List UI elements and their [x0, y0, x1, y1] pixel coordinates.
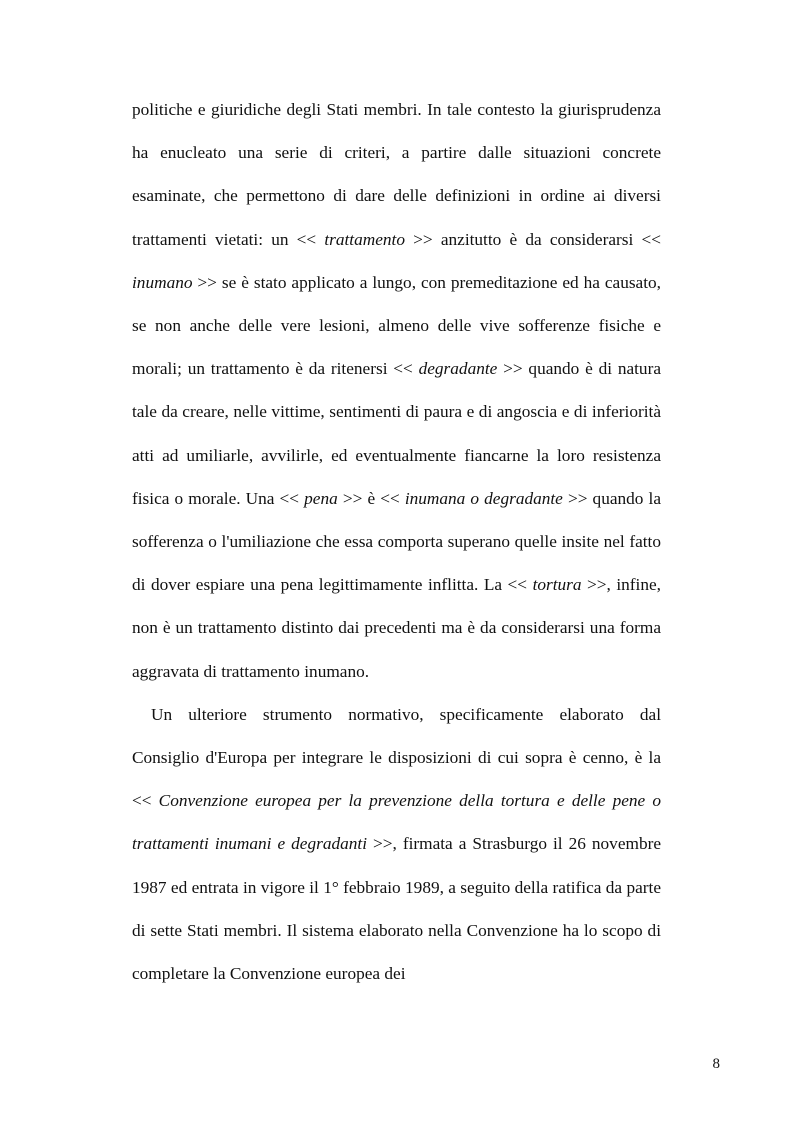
- italic-term: trattamento: [324, 229, 405, 249]
- text-run: >> quando la sofferenza o l'umiliazione che essa comporta superano quelle insite nel fatto di dover espiare una pena legittimamente inflitta. La <<: [132, 488, 661, 595]
- italic-term: degradante: [418, 359, 498, 379]
- italic-title: Convenzione europea per la prevenzione della tortura e delle pene o trattamenti inumani e degradanti: [132, 791, 661, 854]
- text-run: Un ulteriore strumento normativo, specificamente elaborato dal Consiglio d'Europa per integrare le disposizioni di cui sopra è cenno, è la <<: [132, 704, 661, 811]
- text-run: >>, infine, non è un trattamento distinto dai precedenti ma è da considerarsi una forma aggravata di trattamento inumano.: [132, 575, 661, 681]
- text-run: >> anzitutto è da considerarsi <<: [404, 229, 661, 249]
- paragraph-1: [132, 88, 661, 693]
- text-run: >> se è stato applicato a lungo, con premeditazione ed ha causato, se non anche delle vere lesioni, almeno delle vive sofferenze fisiche e morali; un trattamento è da ritenersi <<: [132, 272, 661, 379]
- text-run: >> quando è di natura tale da creare, nelle vittime, sentimenti di paura e di angoscia e di inferiorità atti ad umiliarle, avvilirle, ed eventualmente fiancarne la loro resistenza fisica o morale. Una <<: [132, 359, 661, 508]
- page-number: 8: [712, 1056, 720, 1072]
- paragraph-2: [132, 693, 661, 995]
- italic-term: inumana o degradante: [404, 488, 563, 508]
- text-run: >> è <<: [337, 488, 405, 508]
- text-run: politiche e giuridiche degli Stati membri. In tale contesto la giurisprudenza ha enucleato una serie di criteri, a partire dalle situazioni concrete esaminate, che permettono di dare delle definizioni in ordine ai diversi trattamenti vietati: un <<: [132, 100, 661, 249]
- italic-term: tortura: [532, 575, 582, 595]
- body-text: [132, 88, 661, 995]
- text-run: >>, firmata a Strasburgo il 26 novembre 1987 ed entrata in vigore il 1° febbraio 1989, a seguito della ratifica da parte di sette Stati membri. Il sistema elaborato nella Convenzione ha lo scopo di completare la Convenzione europea dei: [132, 834, 662, 984]
- italic-term: inumano: [132, 272, 193, 292]
- italic-term: pena: [304, 488, 338, 508]
